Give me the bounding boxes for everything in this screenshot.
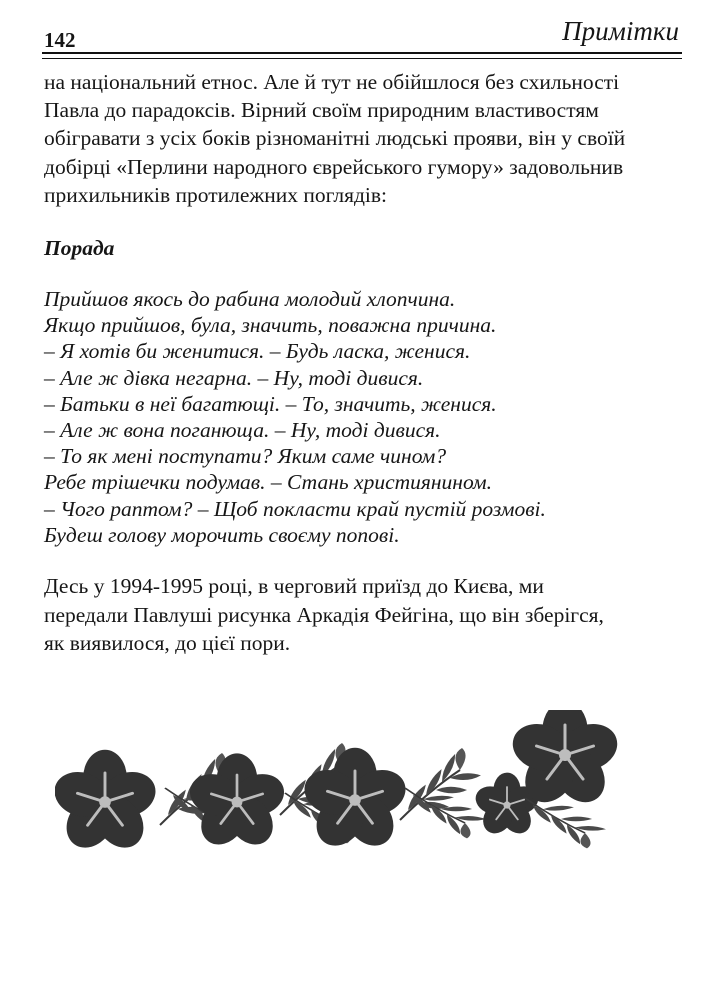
text-line: Павла до парадоксів. Вірний своїм природним властивостям: [44, 98, 599, 123]
text-line: прихильників протилежних поглядів:: [44, 182, 388, 207]
paragraph-closing: [44, 572, 604, 658]
text-line: на національний етнос. Але й тут не обійшлося без схильності: [44, 70, 620, 94]
text-line: обігравати з усіх боків різноманітні людські прояви, він у своїй: [44, 126, 626, 151]
floral-ornament-icon: [55, 710, 625, 860]
text-line: Десь у 1994-1995 році, в черговий приїзд до Києва, ми: [44, 574, 544, 598]
text-line: добірці «Перлини народного єврейського гумору» задовольнив: [44, 154, 624, 179]
text-line: передали Павлуші рисунка Аркадія Фейгіна, що він зберігся,: [44, 602, 604, 627]
paragraph-intro: [44, 68, 625, 209]
poem-line: Будеш голову морочить своєму попові.: [44, 522, 400, 547]
poem-line: Прийшов якось до рабина молодий хлопчина.: [44, 287, 456, 311]
poem-title: Порада: [44, 236, 115, 260]
poem-line: – Але ж дівка негарна. – Ну, тоді дивися.: [44, 365, 424, 390]
header-rule-thick: [42, 52, 682, 54]
poem-line: – Я хотів би женитися. – Будь ласка, женися.: [44, 339, 471, 364]
text-line: як виявилося, до цієї пори.: [44, 631, 291, 655]
poem-line: – То як мені поступати? Яким саме чином?: [44, 444, 447, 469]
poem-line: Ребе трішечки подумав. – Стань християнином.: [44, 470, 492, 495]
running-title: Примітки: [562, 16, 679, 46]
poem-body: [44, 286, 546, 548]
poem-line: – Але ж вона поганюща. – Ну, тоді дивися.: [44, 418, 441, 443]
header-rule-thin: [42, 58, 682, 59]
poem-line: Якщо прийшов, була, значить, поважна причина.: [44, 313, 497, 338]
poem-line: – Батьки в неї багатющі. – То, значить, женися.: [44, 391, 497, 416]
page-number: 142: [44, 28, 76, 52]
poem-line: – Чого раптом? – Щоб покласти край пустій розмові.: [44, 496, 546, 521]
